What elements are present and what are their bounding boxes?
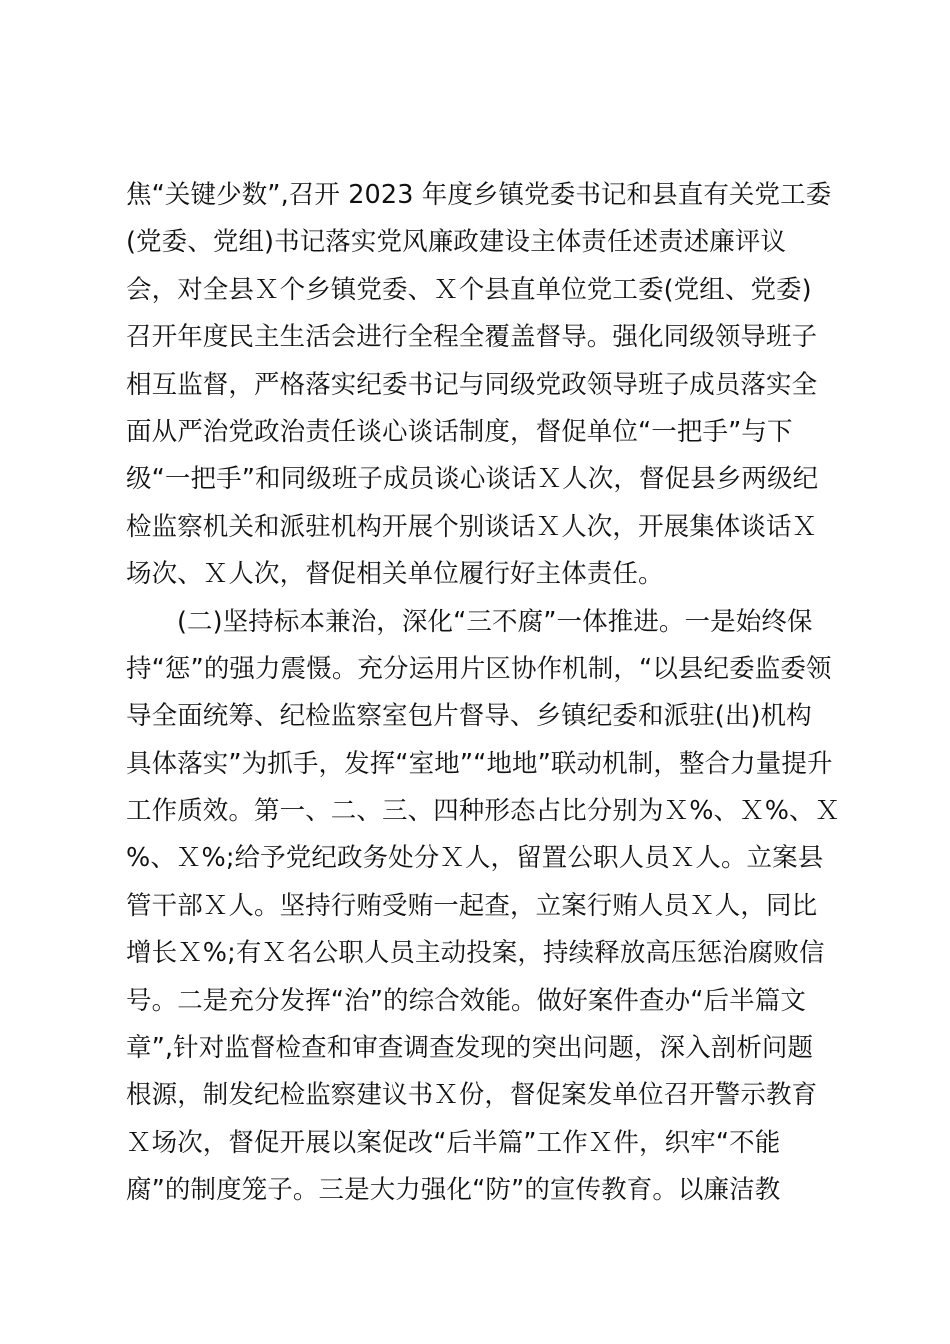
text-line: 管干部Ｘ人。坚持行贿受贿一起查，立案行贿人员Ｘ人，同比 — [126, 890, 818, 921]
text-line: 面从严治党政治责任谈心谈话制度，督促单位“一把手”与下 — [126, 416, 793, 447]
text-line: Ｘ场次，督促开展以案促改“后半篇”工作Ｘ件，织牢“不能 — [126, 1127, 781, 1158]
text-line: 腐”的制度笼子。三是大力强化“防”的宣传教育。以廉洁教 — [126, 1175, 781, 1206]
text-line: 会，对全县Ｘ个乡镇党委、Ｘ个县直单位党工委(党组、党委) — [126, 274, 812, 305]
text-line: 具体落实”为抓手，发挥“室地”“地地”联动机制，整合力量提升 — [126, 748, 833, 779]
text-line: 根源，制发纪检监察建议书Ｘ份，督促案发单位召开警示教育 — [126, 1080, 818, 1111]
body-text — [126, 172, 841, 1215]
text-line: 工作质效。第一、二、三、四种形态占比分别为Ｘ%、Ｘ%、Ｘ — [126, 796, 841, 827]
text-line: 召开年度民主生活会进行全程全覆盖督导。强化同级领导班子 — [126, 322, 818, 353]
text-line: 持“惩”的强力震慑。充分运用片区协作机制，“以县纪委监委领 — [126, 653, 832, 684]
text-line: 场次、Ｘ人次，督促相关单位履行好主体责任。 — [126, 559, 664, 590]
text-line: 检监察机关和派驻机构开展个别谈话Ｘ人次，开展集体谈话Ｘ — [126, 511, 818, 542]
text-line: 导全面统筹、纪检监察室包片督导、乡镇纪委和派驻(出)机构 — [126, 701, 812, 732]
text-line: (党委、党组)书记落实党风廉政建设主体责任述责述廉评议 — [126, 227, 787, 258]
section-heading-line: (二)坚持标本兼治，深化“三不腐”一体推进。一是始终保 — [177, 606, 813, 637]
text-line: 章”,针对监督检查和审查调查发现的突出问题，深入剖析问题 — [126, 1033, 814, 1064]
text-line: 焦“关键少数”,召开 2023 年度乡镇党委书记和县直有关党工委 — [126, 180, 832, 210]
text-line: 增长Ｘ%;有Ｘ名公职人员主动投案，持续释放高压惩治腐败信 — [126, 938, 825, 969]
text-line: 号。二是充分发挥“治”的综合效能。做好案件查办“后半篇文 — [126, 985, 806, 1016]
text-line: 级“一把手”和同级班子成员谈心谈话Ｘ人次，督促县乡两级纪 — [126, 464, 819, 495]
text-line: %、Ｘ%;给予党纪政务处分Ｘ人，留置公职人员Ｘ人。立案县 — [126, 843, 824, 874]
text-line: 相互监督，严格落实纪委书记与同级党政领导班子成员落实全 — [126, 369, 818, 400]
